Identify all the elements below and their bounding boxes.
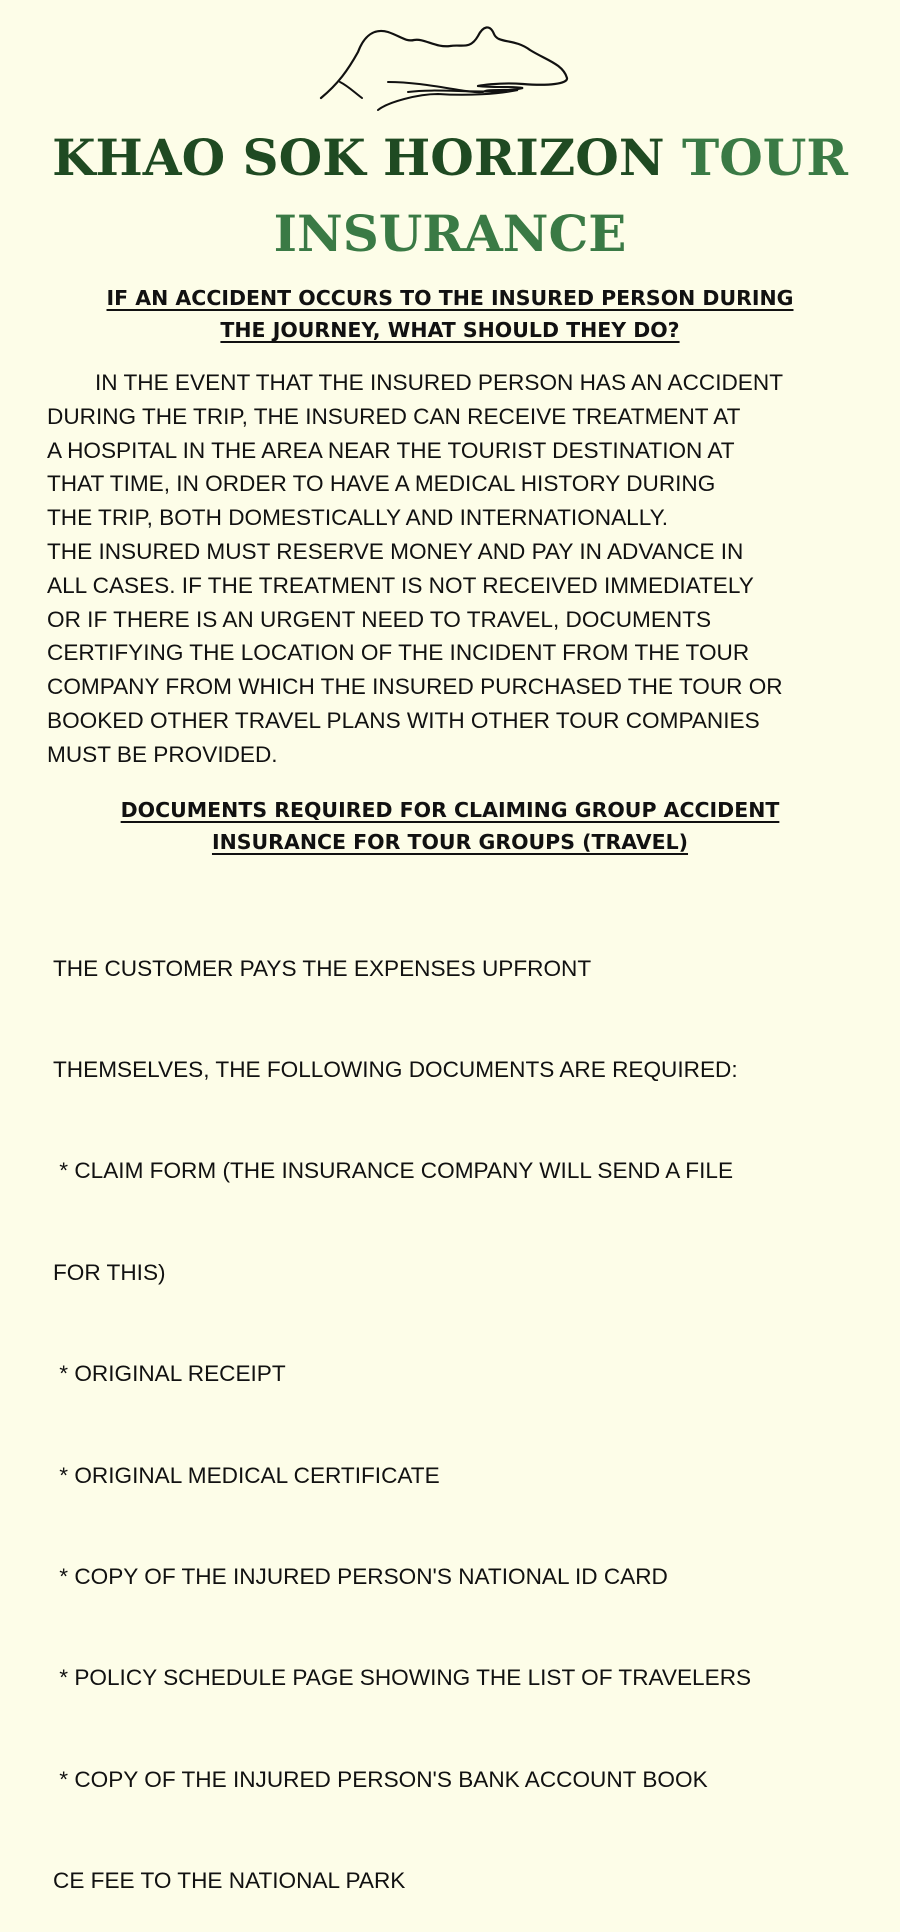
section1-heading-line2: THE JOURNEY, WHAT SHOULD THEY DO? [220,318,680,342]
page-title-line2: INSURANCE [273,204,627,263]
list-item: * ORIGINAL RECEIPT [53,1361,286,1387]
body-line: CERTIFYING THE LOCATION OF THE INCIDENT FROM THE TOUR [47,640,750,666]
section2-heading-line1: DOCUMENTS REQUIRED FOR CLAIMING GROUP ACCIDENT [120,798,780,822]
body-line: THE TRIP, BOTH DOMESTICALLY AND INTERNATIONALLY. [47,505,669,531]
list-item: * COPY OF THE INJURED PERSON'S BANK ACCOUNT BOOK [53,1766,708,1792]
body-line: BOOKED OTHER TRAVEL PLANS WITH OTHER TOUR COMPANIES [47,707,760,733]
section2-heading-line2: INSURANCE FOR TOUR GROUPS (TRAVEL) [211,830,689,854]
body-line: ALL CASES. IF THE TREATMENT IS NOT RECEIVED IMMEDIATELY [47,572,754,598]
body-line: IN THE EVENT THAT THE INSURED PERSON HAS AN ACCIDENT [95,370,783,395]
page-title-line1 [0,128,900,187]
list-item: * ORIGINAL MEDICAL CERTIFICATE [53,1462,440,1488]
body-line: MUST BE PROVIDED. [47,741,278,767]
list-item: * CLAIM FORM (THE INSURANCE COMPANY WILL SEND A FILE [53,1158,734,1184]
list-line: THE CUSTOMER PAYS THE EXPENSES UPFRONT [53,955,592,981]
body-line: OR IF THERE IS AN URGENT NEED TO TRAVEL, DOCUMENTS [47,606,712,632]
list-line: FOR THIS) [53,1259,166,1285]
section1-heading-line1: IF AN ACCIDENT OCCURS TO THE INSURED PERSON DURING [106,286,794,310]
title-brand: KHAO SOK HORIZON [52,128,665,187]
body-line: THAT TIME, IN ORDER TO HAVE A MEDICAL HISTORY DURING [47,471,716,497]
list-line: THEMSELVES, THE FOLLOWING DOCUMENTS ARE REQUIRED: [53,1056,738,1082]
list-item: * POLICY SCHEDULE PAGE SHOWING THE LIST OF TRAVELERS [53,1665,752,1691]
section1-heading [0,282,900,346]
section2-heading [0,794,900,858]
body-line: COMPANY FROM WHICH THE INSURED PURCHASED THE TOUR OR [47,674,783,700]
section1-body [47,366,783,772]
title-tour: TOUR [681,128,848,187]
list-line: CE FEE TO THE NATIONAL PARK [53,1868,406,1894]
list-item: * COPY OF THE INJURED PERSON'S NATIONAL ID CARD [53,1563,668,1589]
body-line: A HOSPITAL IN THE AREA NEAR THE TOURIST DESTINATION AT [47,437,735,463]
body-line: THE INSURED MUST RESERVE MONEY AND PAY IN ADVANCE IN [47,538,744,564]
section2-body [53,884,751,1932]
body-line: DURING THE TRIP, THE INSURED CAN RECEIVE TREATMENT AT [47,403,741,429]
mountain-sketch-icon [318,22,573,114]
